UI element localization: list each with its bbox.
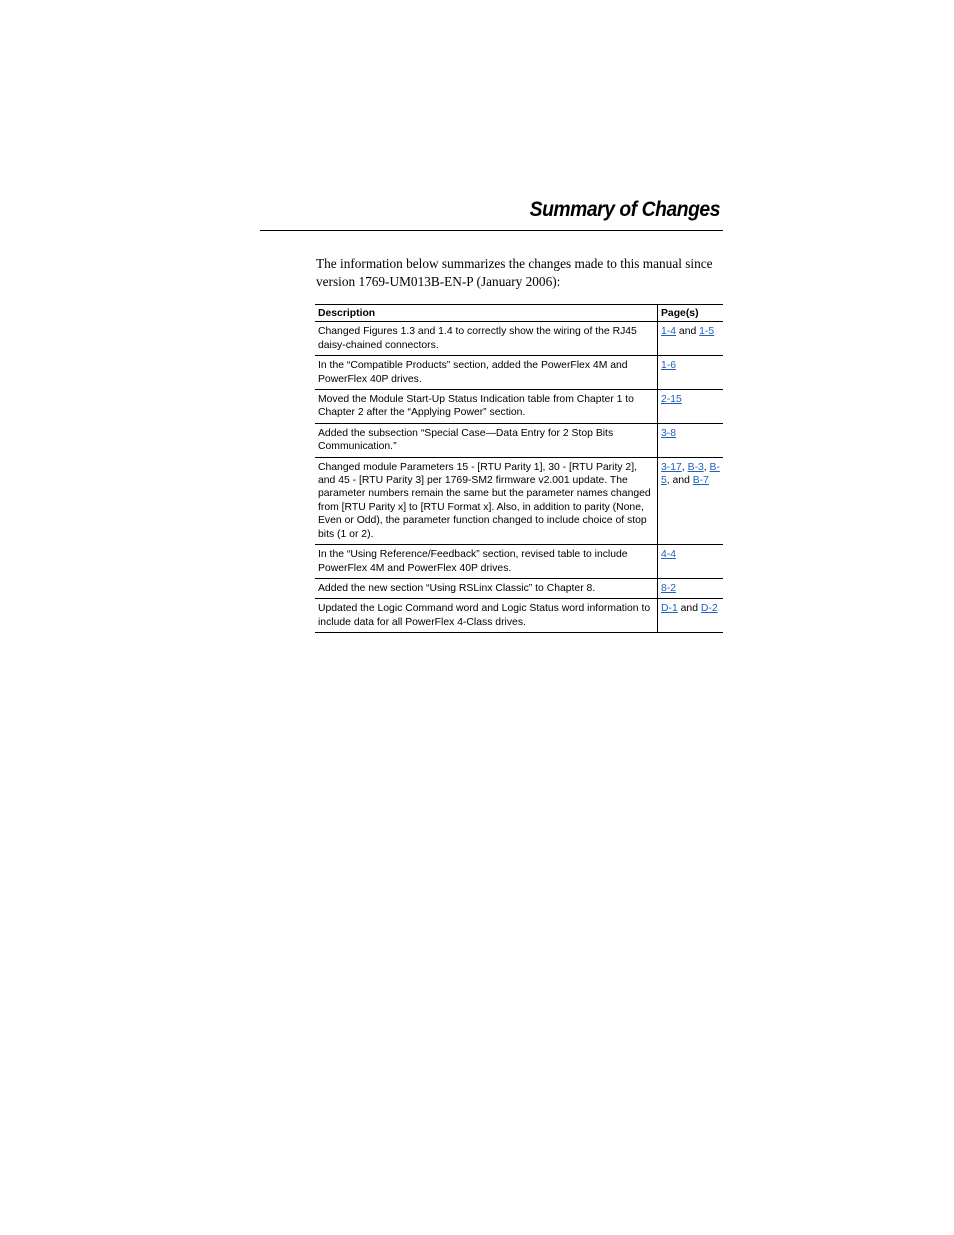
row-description: In the “Compatible Products” section, added the PowerFlex 4M and PowerFlex 40P drives. bbox=[315, 356, 658, 390]
row-description: In the “Using Reference/Feedback” section, revised table to include PowerFlex 4M and PowerFlex 40P drives. bbox=[315, 545, 658, 579]
page-reference-link[interactable]: D-2 bbox=[700, 603, 718, 615]
table-row bbox=[315, 322, 723, 356]
page-reference-link[interactable]: 3-17 bbox=[661, 461, 682, 473]
header-description: Description bbox=[315, 305, 658, 322]
page-reference-separator: and bbox=[676, 326, 700, 338]
table-row bbox=[315, 599, 723, 633]
page-reference-separator: , bbox=[681, 461, 688, 473]
row-pages bbox=[658, 545, 724, 579]
page-reference-link[interactable]: B-7 bbox=[692, 475, 709, 487]
row-description: Updated the Logic Command word and Logic Status word information to include data for all PowerFlex 4-Class drives. bbox=[315, 599, 658, 633]
changes-table bbox=[315, 304, 723, 633]
row-description: Changed module Parameters 15 - [RTU Parity 1], 30 - [RTU Parity 2], and 45 - [RTU Parity 3] per 1769-SM2 firmware v2.001 update. The parameter numbers remain the same but the parameter names changed from [RTU Parity x] to [RTU Format x]. Also, in addition to parity (None, Even or Odd), the parameter function changed to include choice of stop bits (1 or 2). bbox=[315, 457, 658, 544]
row-pages bbox=[658, 322, 724, 356]
table-row bbox=[315, 578, 723, 598]
page-reference-link[interactable]: B-5 bbox=[661, 461, 720, 487]
header-pages: Page(s) bbox=[658, 305, 724, 322]
page-reference-link[interactable]: D-1 bbox=[661, 603, 678, 615]
table-row bbox=[315, 545, 723, 579]
row-pages bbox=[658, 578, 724, 598]
table-row bbox=[315, 423, 723, 457]
page-title: Summary of Changes bbox=[529, 198, 720, 221]
table-row bbox=[315, 356, 723, 390]
row-pages bbox=[658, 390, 724, 424]
page-reference-link[interactable]: 1-6 bbox=[661, 360, 677, 372]
table-body bbox=[315, 322, 723, 633]
row-pages bbox=[658, 423, 724, 457]
row-pages bbox=[658, 599, 724, 633]
row-description: Added the subsection “Special Case—Data Entry for 2 Stop Bits Communication.” bbox=[315, 423, 658, 457]
table-row bbox=[315, 457, 723, 544]
page-reference-separator: , and bbox=[666, 475, 693, 487]
page-reference-link[interactable]: 2-15 bbox=[661, 394, 682, 406]
row-pages bbox=[658, 457, 724, 544]
page-reference-link[interactable]: 1-5 bbox=[699, 326, 715, 338]
page-reference-link[interactable]: B-3 bbox=[687, 461, 704, 473]
page-reference-link[interactable]: 4-4 bbox=[661, 549, 677, 561]
title-divider bbox=[260, 230, 723, 231]
page-reference-separator: and bbox=[677, 603, 701, 615]
page-reference-separator: , bbox=[703, 461, 710, 473]
page-reference-link[interactable]: 1-4 bbox=[661, 326, 677, 338]
page-reference-link[interactable]: 3-8 bbox=[661, 427, 677, 439]
row-description: Moved the Module Start-Up Status Indication table from Chapter 1 to Chapter 2 after the “Applying Power” section. bbox=[315, 390, 658, 424]
page-reference-link[interactable]: 8-2 bbox=[661, 582, 677, 594]
intro-paragraph: The information below summarizes the changes made to this manual since version 1769-UM013B-EN-P (January 2006): bbox=[316, 256, 713, 289]
row-description: Changed Figures 1.3 and 1.4 to correctly show the wiring of the RJ45 daisy-chained connectors. bbox=[315, 322, 658, 356]
table-row bbox=[315, 390, 723, 424]
row-description: Added the new section “Using RSLinx Classic” to Chapter 8. bbox=[315, 578, 658, 598]
table-header-row bbox=[315, 305, 723, 322]
row-pages bbox=[658, 356, 724, 390]
